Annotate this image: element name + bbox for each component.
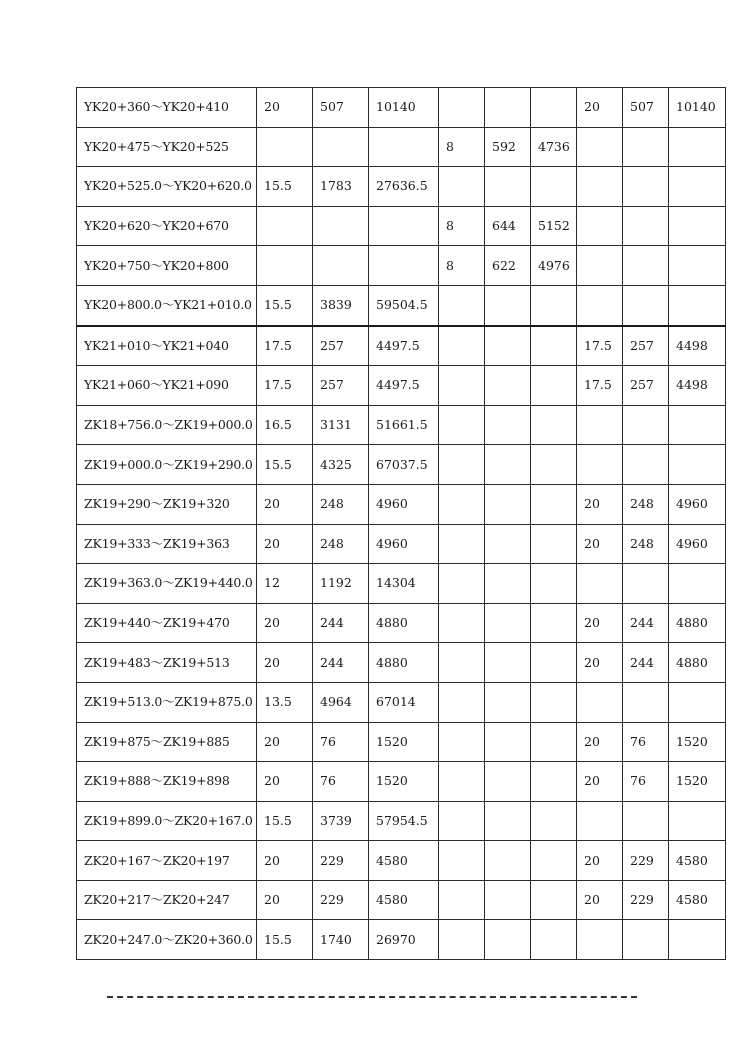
value-cell: [485, 801, 531, 841]
value-cell: [485, 285, 531, 325]
value-cell: 17.5: [257, 326, 313, 366]
value-cell: [439, 285, 485, 325]
value-cell: 4880: [369, 603, 439, 643]
value-cell: 20: [577, 524, 623, 564]
value-cell: 257: [313, 366, 369, 406]
value-cell: 4960: [669, 524, 726, 564]
value-cell: 76: [313, 722, 369, 762]
value-cell: 20: [257, 880, 313, 920]
value-cell: [531, 564, 577, 604]
table-row: [77, 643, 726, 683]
value-cell: [669, 445, 726, 485]
value-cell: 17.5: [577, 326, 623, 366]
table-row: [77, 366, 726, 406]
value-cell: [669, 801, 726, 841]
value-cell: 57954.5: [369, 801, 439, 841]
value-cell: 248: [623, 484, 669, 524]
segment-cell: ZK19+440～ZK19+470: [77, 603, 257, 643]
value-cell: 257: [313, 326, 369, 366]
value-cell: [577, 445, 623, 485]
value-cell: [313, 206, 369, 246]
value-cell: [577, 405, 623, 445]
value-cell: 248: [313, 524, 369, 564]
value-cell: [623, 445, 669, 485]
value-cell: [257, 206, 313, 246]
value-cell: [577, 564, 623, 604]
value-cell: [369, 246, 439, 286]
value-cell: 4880: [369, 643, 439, 683]
value-cell: [669, 285, 726, 325]
table-row: [77, 445, 726, 485]
value-cell: [669, 246, 726, 286]
table-row: [77, 682, 726, 722]
value-cell: [623, 920, 669, 960]
value-cell: 15.5: [257, 285, 313, 325]
value-cell: 4960: [669, 484, 726, 524]
value-cell: 14304: [369, 564, 439, 604]
segment-cell: ZK20+217～ZK20+247: [77, 880, 257, 920]
value-cell: 67037.5: [369, 445, 439, 485]
value-cell: [485, 326, 531, 366]
value-cell: 12: [257, 564, 313, 604]
value-cell: 229: [623, 841, 669, 881]
value-cell: [439, 564, 485, 604]
table-row: [77, 762, 726, 802]
value-cell: 4580: [669, 841, 726, 881]
value-cell: 244: [623, 603, 669, 643]
value-cell: 20: [257, 484, 313, 524]
value-cell: [369, 127, 439, 167]
value-cell: 1740: [313, 920, 369, 960]
value-cell: [485, 88, 531, 128]
value-cell: [439, 603, 485, 643]
value-cell: 76: [623, 762, 669, 802]
value-cell: [531, 326, 577, 366]
value-cell: [577, 801, 623, 841]
segment-cell: ZK20+247.0～ZK20+360.0: [77, 920, 257, 960]
value-cell: [531, 484, 577, 524]
value-cell: 20: [257, 643, 313, 683]
value-cell: [485, 841, 531, 881]
value-cell: 16.5: [257, 405, 313, 445]
table-body: [77, 88, 726, 960]
value-cell: 1783: [313, 167, 369, 207]
value-cell: 1192: [313, 564, 369, 604]
value-cell: [623, 285, 669, 325]
value-cell: [257, 246, 313, 286]
value-cell: 229: [313, 880, 369, 920]
value-cell: [531, 920, 577, 960]
value-cell: [485, 445, 531, 485]
segment-cell: ZK19+875～ZK19+885: [77, 722, 257, 762]
value-cell: 17.5: [257, 366, 313, 406]
value-cell: [577, 246, 623, 286]
value-cell: [669, 206, 726, 246]
value-cell: 15.5: [257, 920, 313, 960]
value-cell: 229: [313, 841, 369, 881]
value-cell: [439, 722, 485, 762]
value-cell: 244: [313, 643, 369, 683]
value-cell: [623, 246, 669, 286]
value-cell: 10140: [669, 88, 726, 128]
value-cell: 507: [313, 88, 369, 128]
segment-cell: YK21+060～YK21+090: [77, 366, 257, 406]
value-cell: [485, 920, 531, 960]
table-row: [77, 88, 726, 128]
value-cell: [531, 88, 577, 128]
value-cell: [623, 405, 669, 445]
value-cell: 4960: [369, 484, 439, 524]
value-cell: 4964: [313, 682, 369, 722]
value-cell: 229: [623, 880, 669, 920]
value-cell: [257, 127, 313, 167]
value-cell: [531, 366, 577, 406]
value-cell: [485, 405, 531, 445]
segment-cell: YK20+620～YK20+670: [77, 206, 257, 246]
value-cell: [485, 762, 531, 802]
value-cell: 248: [313, 484, 369, 524]
value-cell: [439, 880, 485, 920]
table-row: [77, 603, 726, 643]
value-cell: [485, 603, 531, 643]
value-cell: [439, 841, 485, 881]
value-cell: 20: [577, 762, 623, 802]
value-cell: 15.5: [257, 445, 313, 485]
value-cell: 20: [577, 841, 623, 881]
value-cell: 17.5: [577, 366, 623, 406]
value-cell: [531, 167, 577, 207]
value-cell: 3839: [313, 285, 369, 325]
value-cell: 1520: [369, 762, 439, 802]
value-cell: 4497.5: [369, 366, 439, 406]
value-cell: 27636.5: [369, 167, 439, 207]
segment-cell: YK20+525.0～YK20+620.0: [77, 167, 257, 207]
value-cell: 5152: [531, 206, 577, 246]
value-cell: [439, 643, 485, 683]
value-cell: 26970: [369, 920, 439, 960]
value-cell: [485, 167, 531, 207]
segment-cell: ZK19+483～ZK19+513: [77, 643, 257, 683]
table-row: [77, 405, 726, 445]
quantity-table-container: [76, 87, 725, 961]
value-cell: 4880: [669, 603, 726, 643]
table-row: [77, 326, 726, 366]
value-cell: [439, 920, 485, 960]
value-cell: [669, 682, 726, 722]
value-cell: 4976: [531, 246, 577, 286]
value-cell: 4580: [669, 880, 726, 920]
value-cell: [485, 722, 531, 762]
value-cell: 1520: [669, 722, 726, 762]
value-cell: 507: [623, 88, 669, 128]
value-cell: [439, 167, 485, 207]
table-row: [77, 564, 726, 604]
value-cell: 1520: [369, 722, 439, 762]
value-cell: [577, 285, 623, 325]
value-cell: [439, 326, 485, 366]
segment-cell: ZK18+756.0～ZK19+000.0: [77, 405, 257, 445]
table-row: [77, 285, 726, 325]
value-cell: 244: [313, 603, 369, 643]
table-row: [77, 484, 726, 524]
table-row: [77, 246, 726, 286]
value-cell: 20: [257, 524, 313, 564]
value-cell: [531, 445, 577, 485]
value-cell: [439, 484, 485, 524]
value-cell: 8: [439, 246, 485, 286]
value-cell: [485, 682, 531, 722]
value-cell: [623, 206, 669, 246]
value-cell: 20: [577, 722, 623, 762]
value-cell: 13.5: [257, 682, 313, 722]
value-cell: 4325: [313, 445, 369, 485]
table-row: [77, 841, 726, 881]
value-cell: 20: [257, 762, 313, 802]
value-cell: 15.5: [257, 801, 313, 841]
segment-cell: ZK19+899.0～ZK20+167.0: [77, 801, 257, 841]
value-cell: [623, 167, 669, 207]
value-cell: [369, 206, 439, 246]
value-cell: 76: [313, 762, 369, 802]
value-cell: [577, 206, 623, 246]
value-cell: 644: [485, 206, 531, 246]
segment-cell: YK20+475～YK20+525: [77, 127, 257, 167]
value-cell: [313, 246, 369, 286]
value-cell: 20: [577, 484, 623, 524]
value-cell: 4880: [669, 643, 726, 683]
value-cell: [439, 682, 485, 722]
value-cell: 20: [577, 88, 623, 128]
segment-cell: YK20+750～YK20+800: [77, 246, 257, 286]
value-cell: 8: [439, 206, 485, 246]
table-row: [77, 920, 726, 960]
value-cell: [439, 366, 485, 406]
value-cell: 10140: [369, 88, 439, 128]
value-cell: [439, 524, 485, 564]
value-cell: 4498: [669, 366, 726, 406]
value-cell: [485, 366, 531, 406]
value-cell: 20: [257, 841, 313, 881]
value-cell: [623, 682, 669, 722]
value-cell: [531, 603, 577, 643]
value-cell: 4498: [669, 326, 726, 366]
table-row: [77, 524, 726, 564]
value-cell: 76: [623, 722, 669, 762]
page-footer-dashed-line: [107, 996, 637, 998]
value-cell: [313, 127, 369, 167]
value-cell: 20: [257, 603, 313, 643]
value-cell: 20: [577, 643, 623, 683]
quantity-table: [76, 87, 726, 960]
value-cell: [623, 801, 669, 841]
value-cell: 20: [577, 603, 623, 643]
value-cell: [531, 285, 577, 325]
value-cell: [531, 880, 577, 920]
value-cell: [531, 524, 577, 564]
value-cell: [485, 880, 531, 920]
value-cell: [531, 405, 577, 445]
segment-cell: ZK19+363.0～ZK19+440.0: [77, 564, 257, 604]
value-cell: [439, 445, 485, 485]
value-cell: [623, 127, 669, 167]
table-row: [77, 801, 726, 841]
value-cell: [439, 405, 485, 445]
value-cell: 622: [485, 246, 531, 286]
segment-cell: ZK19+333～ZK19+363: [77, 524, 257, 564]
value-cell: 1520: [669, 762, 726, 802]
value-cell: [577, 167, 623, 207]
value-cell: [669, 167, 726, 207]
value-cell: [485, 484, 531, 524]
value-cell: [531, 722, 577, 762]
segment-cell: YK20+360～YK20+410: [77, 88, 257, 128]
value-cell: 51661.5: [369, 405, 439, 445]
value-cell: [577, 920, 623, 960]
segment-cell: ZK19+513.0～ZK19+875.0: [77, 682, 257, 722]
value-cell: [485, 524, 531, 564]
table-row: [77, 722, 726, 762]
value-cell: 4497.5: [369, 326, 439, 366]
table-row: [77, 167, 726, 207]
value-cell: 3131: [313, 405, 369, 445]
value-cell: [531, 682, 577, 722]
value-cell: [623, 564, 669, 604]
value-cell: 257: [623, 326, 669, 366]
value-cell: [439, 88, 485, 128]
value-cell: [669, 920, 726, 960]
value-cell: 4580: [369, 880, 439, 920]
value-cell: 67014: [369, 682, 439, 722]
value-cell: [531, 801, 577, 841]
value-cell: 4960: [369, 524, 439, 564]
value-cell: [439, 762, 485, 802]
value-cell: [669, 564, 726, 604]
value-cell: 4736: [531, 127, 577, 167]
value-cell: 59504.5: [369, 285, 439, 325]
segment-cell: YK21+010～YK21+040: [77, 326, 257, 366]
table-row: [77, 127, 726, 167]
segment-cell: YK20+800.0～YK21+010.0: [77, 285, 257, 325]
segment-cell: ZK19+888～ZK19+898: [77, 762, 257, 802]
value-cell: [669, 405, 726, 445]
segment-cell: ZK19+290～ZK19+320: [77, 484, 257, 524]
value-cell: 244: [623, 643, 669, 683]
value-cell: 20: [257, 722, 313, 762]
value-cell: 592: [485, 127, 531, 167]
value-cell: 20: [257, 88, 313, 128]
value-cell: [577, 682, 623, 722]
value-cell: 3739: [313, 801, 369, 841]
segment-cell: ZK19+000.0～ZK19+290.0: [77, 445, 257, 485]
value-cell: 20: [577, 880, 623, 920]
table-row: [77, 880, 726, 920]
table-row: [77, 206, 726, 246]
value-cell: 4580: [369, 841, 439, 881]
value-cell: [531, 643, 577, 683]
segment-cell: ZK20+167～ZK20+197: [77, 841, 257, 881]
value-cell: [669, 127, 726, 167]
value-cell: 8: [439, 127, 485, 167]
value-cell: [439, 801, 485, 841]
value-cell: [485, 643, 531, 683]
value-cell: 15.5: [257, 167, 313, 207]
value-cell: 257: [623, 366, 669, 406]
value-cell: [531, 841, 577, 881]
value-cell: 248: [623, 524, 669, 564]
value-cell: [485, 564, 531, 604]
value-cell: [531, 762, 577, 802]
value-cell: [577, 127, 623, 167]
